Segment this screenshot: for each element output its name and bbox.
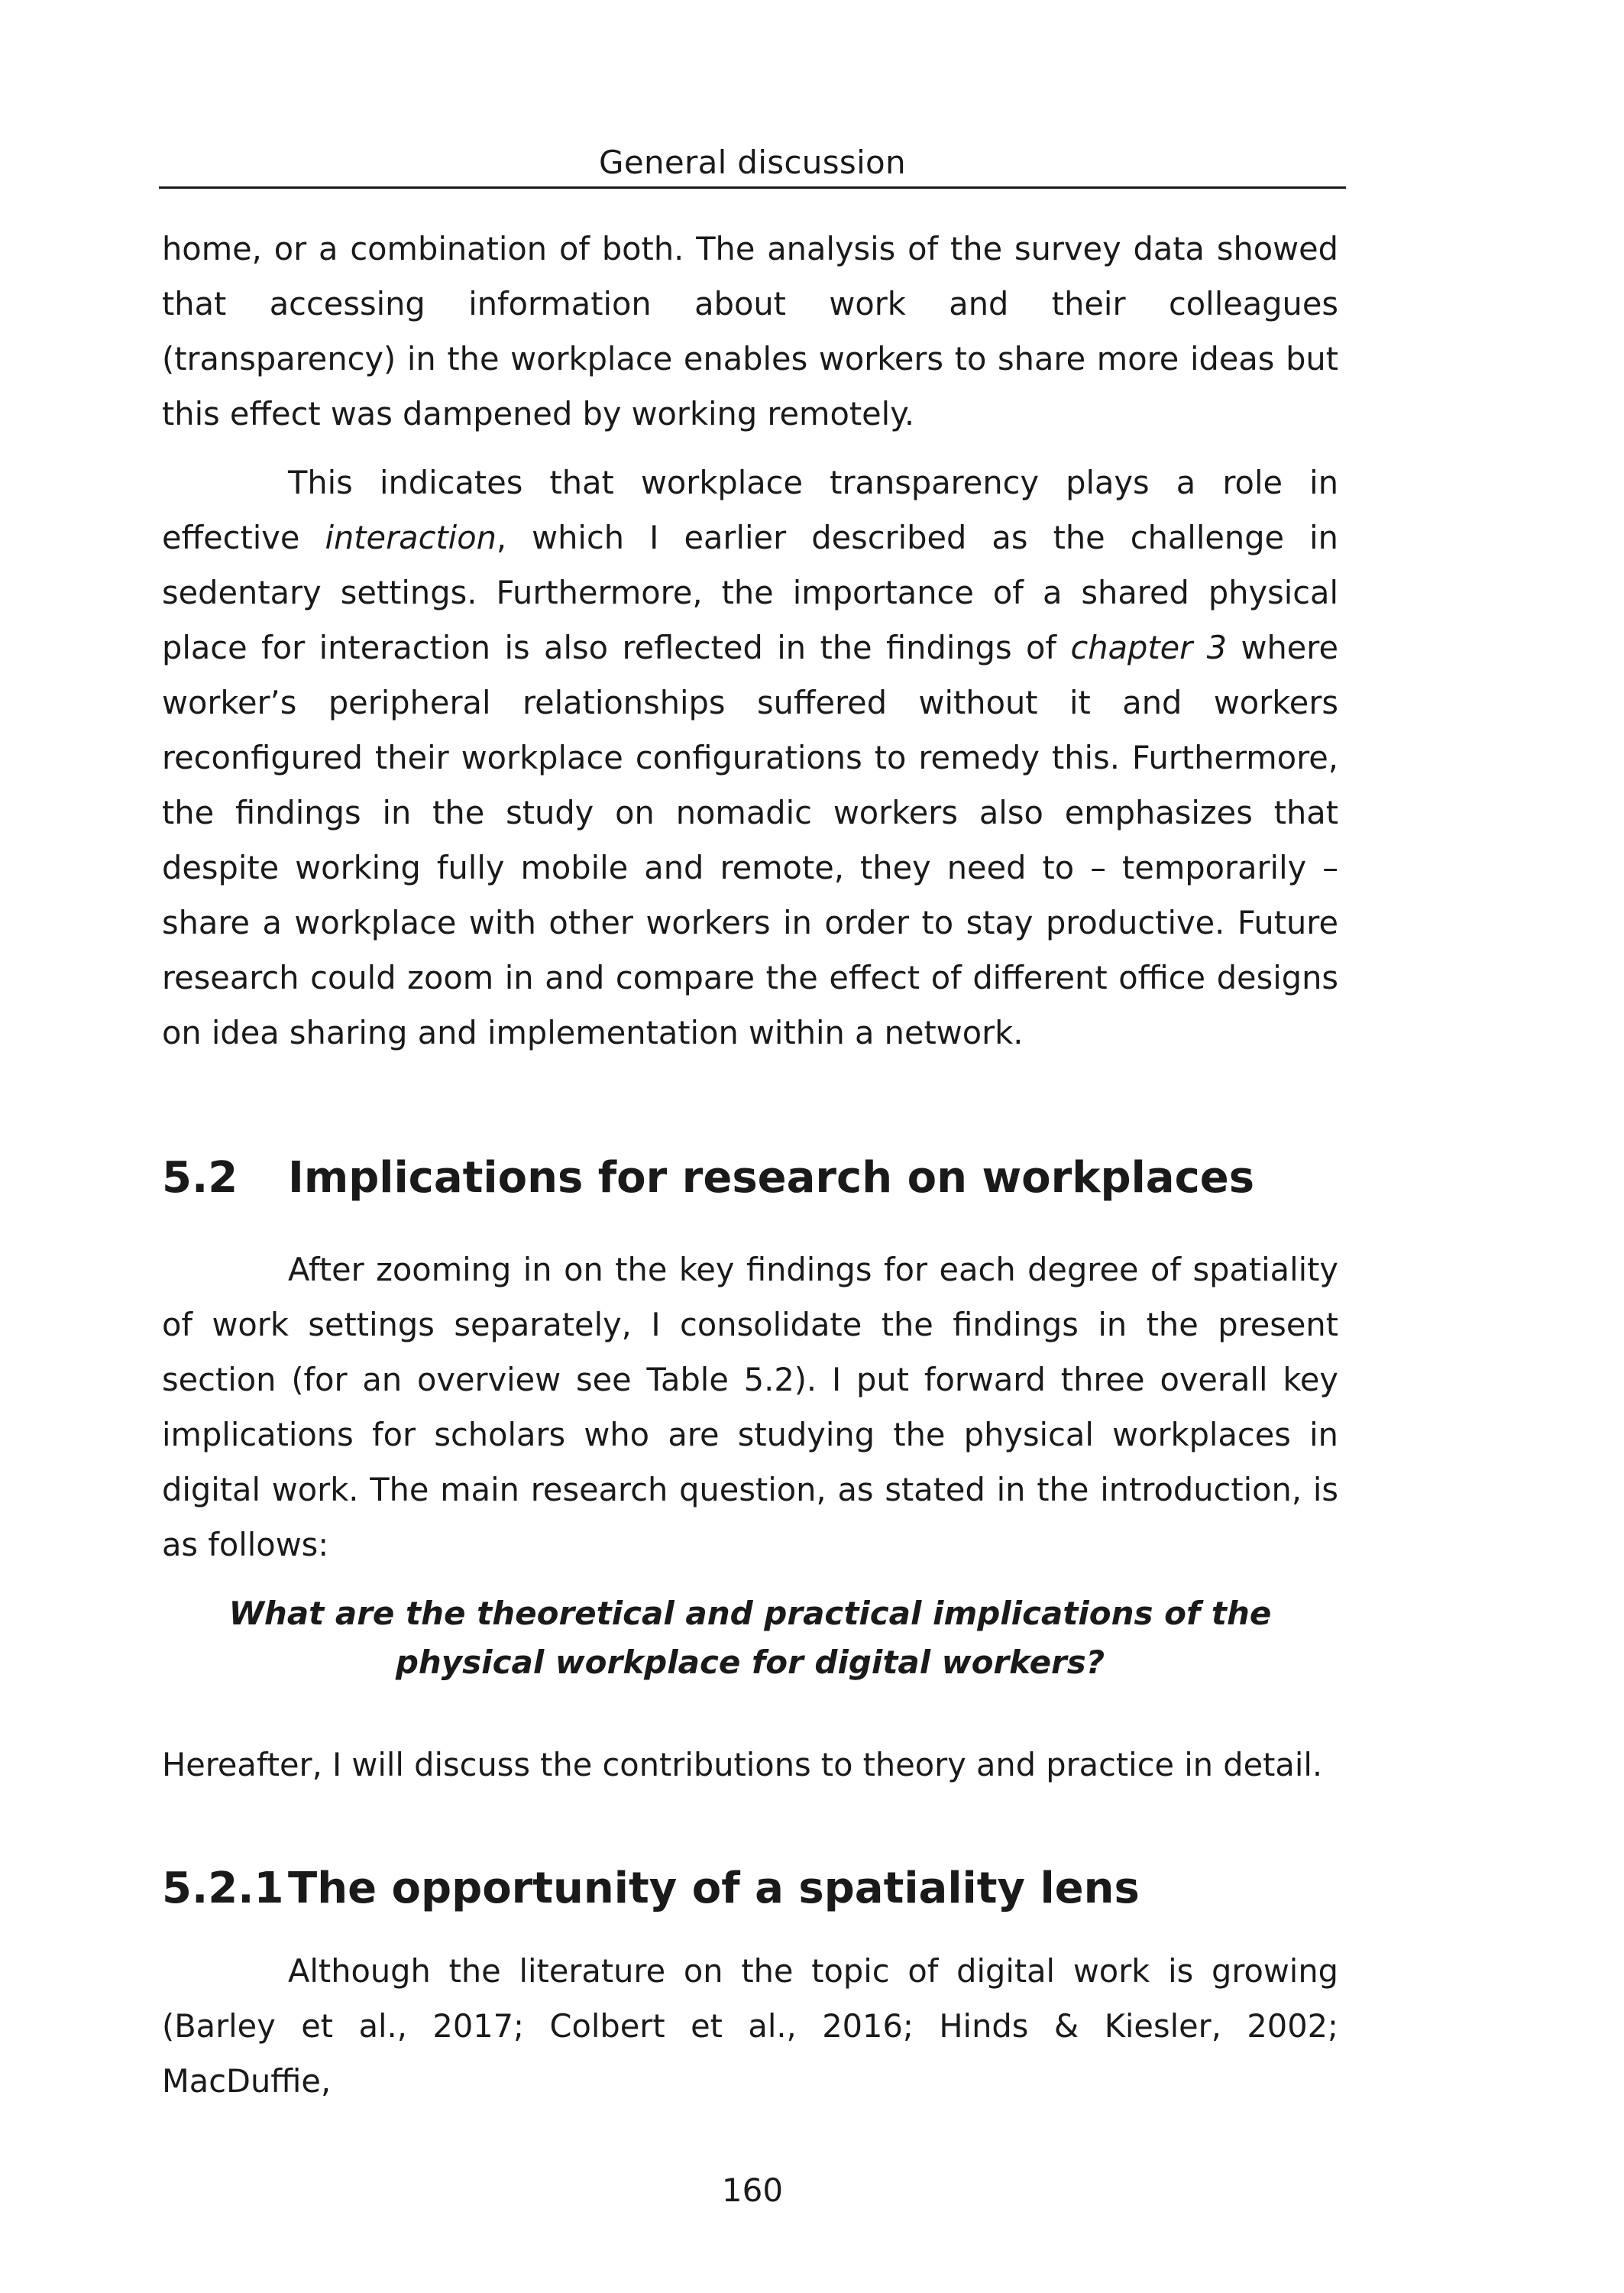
paragraph-transparency-emphasis-interaction: interaction bbox=[325, 519, 497, 556]
research-question bbox=[162, 1589, 1338, 1687]
subsection-number: 5.2.1 bbox=[162, 1864, 284, 1913]
paragraph-transparency-text-1: This indicates that workplace transparency plays a role in effective bbox=[162, 464, 1338, 556]
header-divider bbox=[159, 186, 1346, 189]
paragraph-transparency-emphasis-chapter: chapter 3 bbox=[1070, 629, 1228, 666]
section-heading-5-2-1 bbox=[162, 1858, 1338, 1919]
subsection-title: The opportunity of a spatiality lens bbox=[288, 1864, 1140, 1913]
running-header: General discussion bbox=[599, 144, 906, 181]
page-number: 160 bbox=[721, 2172, 784, 2209]
paragraph-hereafter: Hereafter, I will discuss the contributions to theory and practice in detail. bbox=[162, 1746, 1323, 1783]
research-question-line-2: physical workplace for digital workers? bbox=[395, 1644, 1105, 1681]
paragraph-transparency bbox=[162, 455, 1338, 1061]
section-title: Implications for research on workplaces bbox=[288, 1153, 1255, 1203]
section-number: 5.2 bbox=[162, 1153, 238, 1203]
research-question-line-1: What are the theoretical and practical implications of the bbox=[228, 1595, 1272, 1632]
paragraph-transparency-text-2: , which I earlier described as the challenge in sedentary settings. Furthermore, the importance of a shared physical place for interaction is also reflected in the findings of bbox=[162, 519, 1338, 666]
paragraph-transparency-text-3: where worker’s peripheral relationships suffered without it and workers reconfigured their workplace configurations to remedy this. Furthermore, the findings in the study on nomadic workers also emphasizes that despite working fully mobile and remote, they need to – temporarily – share a workplace with other workers in order to stay productive. Future research could zoom in and compare the effect of different office designs on idea sharing and implementation within a network. bbox=[162, 629, 1338, 1051]
paragraph-spatiality-lens: Although the literature on the topic of digital work is growing (Barley et al., 2017; Colbert et al., 2016; Hinds & Kiesler, 2002; MacDuffie, bbox=[162, 1952, 1338, 2100]
paragraph-continuation: home, or a combination of both. The analysis of the survey data showed that accessing information about work and their colleagues (transparency) in the workplace enables workers to share more ideas but this effect was dampened by working remotely. bbox=[162, 230, 1338, 432]
paragraph-implications: After zooming in on the key findings for each degree of spatiality of work settings separately, I consolidate the findings in the present section (for an overview see Table 5.2). I put forward three overall key implications for scholars who are studying the physical workplaces in digital work. The main research question, as stated in the introduction, is as follows: bbox=[162, 1251, 1338, 1563]
section-heading-5-2 bbox=[162, 1148, 1338, 1209]
